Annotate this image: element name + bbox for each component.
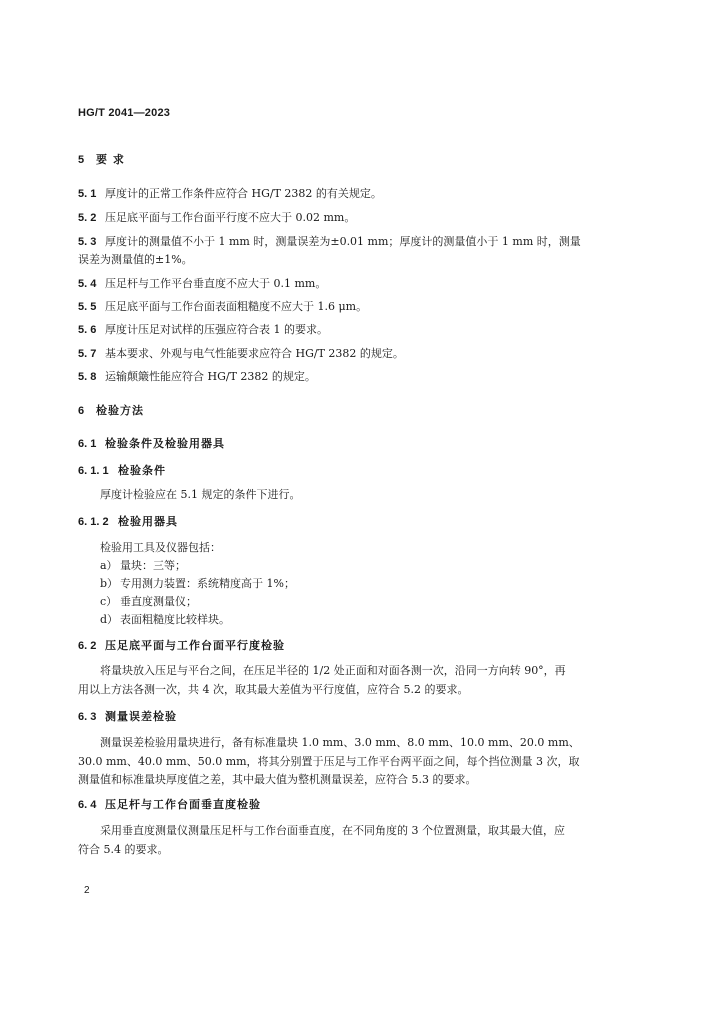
section-title: 检验用器具 <box>118 515 178 528</box>
section-title: 检验条件及检验用器具 <box>105 437 225 450</box>
clause-number: 5. 1 <box>78 188 97 200</box>
clause-text: 压足杆与工作平台垂直度不应大于 0.1 mm。 <box>105 277 327 290</box>
clause-5-6 <box>78 323 328 337</box>
clause-text: 厚度计的测量值不小于 1 mm 时，测量误差为±0.01 mm；厚度计的测量值小于 1 mm 时，测量 <box>105 235 581 248</box>
list-marker: d） <box>100 613 119 626</box>
section-6-2-heading <box>78 639 285 653</box>
chapter-5-heading <box>78 153 125 167</box>
section-6-1-1-heading <box>78 464 166 478</box>
paragraph-line: 将量块放入压足与平台之间，在压足半径的 1/2 处正面和对面各测一次，沿同一方向转 90°，再 <box>100 664 566 677</box>
clause-text: 厚度计压足对试样的压强应符合表 1 的要求。 <box>105 323 328 336</box>
section-title: 测量误差检验 <box>105 710 177 723</box>
list-item <box>100 613 230 627</box>
paragraph-line: 30.0 mm、40.0 mm、50.0 mm，将其分别置于压足与工作平台两平面之间，每个挡位测量 3 次，取 <box>78 755 580 768</box>
paragraph-line: 测量值和标准量块厚度值之差，其中最大值为整机测量误差，应符合 5.3 的要求。 <box>78 773 477 786</box>
clause-5-3 <box>78 235 581 249</box>
paragraph-line: 测量误差检验用量块进行，备有标准量块 1.0 mm、3.0 mm、8.0 mm、10.0 mm、20.0 mm、 <box>100 736 580 749</box>
list-item <box>100 559 186 573</box>
chapter-number: 5 <box>78 154 85 166</box>
section-6-3-heading <box>78 710 177 724</box>
clause-text: 运输颠簸性能应符合 HG/T 2382 的规定。 <box>105 370 316 383</box>
clause-5-3-continued: 误差为测量值的±1%。 <box>78 253 193 266</box>
list-marker: a） <box>100 559 118 572</box>
clause-5-1 <box>78 187 382 201</box>
clause-text: 压足底平面与工作台面平行度不应大于 0.02 mm。 <box>105 211 356 224</box>
list-marker: b） <box>100 577 119 590</box>
clause-number: 5. 6 <box>78 324 97 336</box>
chapter-title: 检验方法 <box>96 404 144 417</box>
paragraph: 厚度计检验应在 5.1 规定的条件下进行。 <box>100 488 301 501</box>
list-text: 表面粗糙度比较样块。 <box>120 613 230 626</box>
paragraph-line: 符合 5.4 的要求。 <box>78 843 169 856</box>
list-marker: c） <box>100 595 118 608</box>
clause-text: 厚度计的正常工作条件应符合 HG/T 2382 的有关规定。 <box>105 187 382 200</box>
clause-5-2 <box>78 211 355 225</box>
paragraph: 检验用工具及仪器包括： <box>100 541 221 554</box>
standard-code: HG/T 2041—2023 <box>78 107 171 119</box>
section-number: 6. 3 <box>78 711 97 723</box>
paragraph-line: 采用垂直度测量仪测量压足杆与工作台面垂直度，在不同角度的 3 个位置测量，取其最大值，应 <box>100 824 565 837</box>
section-number: 6. 2 <box>78 640 97 652</box>
paragraph-line: 用以上方法各测一次，共 4 次，取其最大差值为平行度值，应符合 5.2 的要求。 <box>78 683 469 696</box>
section-title: 检验条件 <box>118 464 166 477</box>
clause-text: 基本要求、外观与电气性能要求应符合 HG/T 2382 的规定。 <box>105 347 404 360</box>
section-number: 6. 1. 1 <box>78 465 109 477</box>
section-title: 压足杆与工作台面垂直度检验 <box>105 798 261 811</box>
section-6-4-heading <box>78 798 261 812</box>
list-item <box>100 577 295 591</box>
section-title: 压足底平面与工作台面平行度检验 <box>105 639 285 652</box>
chapter-title: 要 求 <box>96 153 125 166</box>
page-number: 2 <box>84 885 90 896</box>
clause-number: 5. 3 <box>78 236 97 248</box>
list-item <box>100 595 197 609</box>
section-number: 6. 1. 2 <box>78 516 109 528</box>
section-number: 6. 1 <box>78 438 97 450</box>
chapter-6-heading <box>78 404 144 418</box>
list-text: 量块：三等； <box>120 559 186 572</box>
clause-number: 5. 7 <box>78 348 97 360</box>
clause-5-8 <box>78 370 316 384</box>
section-number: 6. 4 <box>78 799 97 811</box>
clause-5-7 <box>78 347 404 361</box>
clause-number: 5. 8 <box>78 371 97 383</box>
clause-number: 5. 2 <box>78 212 97 224</box>
list-text: 专用测力装置：系统精度高于 1%； <box>120 577 295 590</box>
clause-5-5 <box>78 300 367 314</box>
clause-text: 压足底平面与工作台面表面粗糙度不应大于 1.6 μm。 <box>105 300 368 313</box>
section-6-1-2-heading <box>78 515 178 529</box>
list-text: 垂直度测量仪； <box>120 595 197 608</box>
clause-5-4 <box>78 277 326 291</box>
clause-number: 5. 5 <box>78 301 97 313</box>
chapter-number: 6 <box>78 405 85 417</box>
section-6-1-heading <box>78 437 225 451</box>
clause-number: 5. 4 <box>78 278 97 290</box>
